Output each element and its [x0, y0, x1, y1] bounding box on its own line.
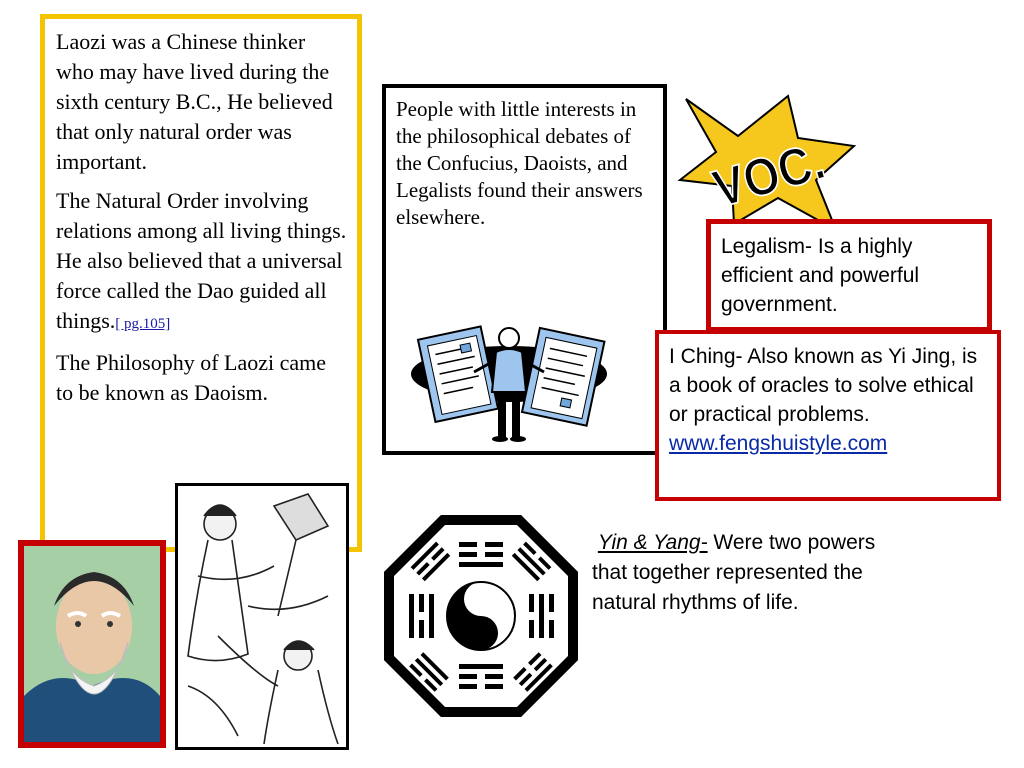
bagua-yin-yang-image — [383, 512, 579, 720]
yin-yang-text — [592, 528, 882, 618]
legalism-text-box — [706, 219, 992, 332]
fengshui-link[interactable]: www.fengshuistyle.com — [669, 432, 888, 455]
laozi-paragraph-2-text: The Natural Order involving relations among all living things. He also believed that a universal force called the Dao guided all things. — [56, 188, 347, 333]
iching-text-box — [655, 330, 1001, 501]
yin-yang-icon — [447, 582, 515, 650]
laozi-paragraph-1: Laozi was a Chinese thinker who may have lived during the sixth century B.C., He believed that only natural order was important. — [56, 29, 333, 174]
laozi-portrait-image — [18, 540, 166, 748]
women-sketch-icon — [178, 486, 346, 747]
laozi-paragraph-2 — [56, 186, 347, 339]
legalism-text: Legalism- Is a highly efficient and powerful government. — [721, 235, 920, 316]
iching-text: I Ching- Also known as Yi Jing, is a book of oracles to solve ethical or practical problems. — [669, 345, 978, 426]
people-text: People with little interests in the philosophical debates of the Confucius, Daoists, and Legalists found their answers elsewhere. — [396, 97, 643, 229]
yin-yang-description: Were two powers that together represented the natural rhythms of life. — [592, 531, 876, 614]
laozi-text-box — [40, 14, 362, 552]
yin-yang-term: Yin & Yang- — [597, 531, 708, 554]
chinese-women-drawing — [175, 483, 349, 750]
voc-starburst — [676, 94, 858, 234]
citation-link[interactable]: [ pg.105] — [115, 316, 171, 332]
laozi-paragraph-3: The Philosophy of Laozi came to be known as Daoism. — [56, 350, 327, 405]
voc-label: VOC. — [706, 130, 832, 219]
laozi-portrait-icon — [24, 546, 160, 742]
scholar-clipart — [404, 322, 614, 444]
